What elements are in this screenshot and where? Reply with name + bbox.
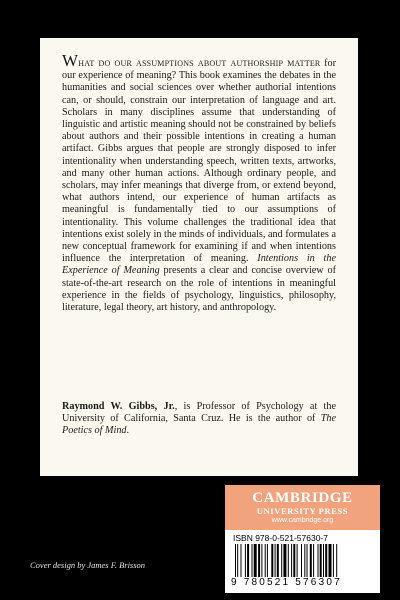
publisher-name: CAMBRIDGE [252,490,353,506]
barcode-icon [233,544,373,577]
author-bio [62,401,336,438]
publisher-logo [225,485,380,530]
description-text-2: presents a clear and concise overview of state-of-the-art research on the role of intentions in meaningful experience in the fields of psychology, linguistics, philosophy, literature, legal theory, art history, and anthropology. [62,265,337,314]
lead-small-caps: hat do our assumptions about authorship matter [78,57,321,69]
description-book-title: Intentions in the Experience of Meaning [62,253,336,277]
author-name: Raymond W. Gibbs, Jr. [62,401,175,412]
isbn-barcode-box [225,530,380,593]
drop-initial: W [62,51,79,70]
publisher-subtitle: UNIVERSITY PRESS [256,506,349,516]
isbn-label: ISBN 978-0-521-57630-7 [233,533,328,543]
bio-text: , is Professor of Psychology at the University of California, Santa Cruz. He is the author of [62,401,336,425]
back-cover-panel [40,38,358,476]
barcode-digits: 9 780521 576307 [231,577,342,588]
bio-book-title: The Poetics of Mind [62,413,336,437]
cover-design-credit: Cover design by James F. Brisson [30,560,146,570]
publisher-url: www.cambridge.org [271,517,334,524]
book-description [62,51,337,314]
description-text-1: for our experience of meaning? This book examines the debates in the humanities and social sciences over whether authorial intentions can, or should, constrain our interpretation of language and art. Scholars in many disciplines assume that understanding of linguistic and artistic meaning should not be constrained by beliefs about authors and their possible intentions in creating a human artifact. Gibbs argues that people are strongly disposed to infer intentionality when understanding speech, written texts, artworks, and many other human actions. Although ordinary people, and scholars, may infer meanings that diverge from, or extend beyond, what authors intend, our experience of human artifacts as meaningful is fundamentally tied to our assumptions of intentionality. This volume challenges the traditional idea that intentions exist solely in the minds of individuals, and formulates a new conceptual framework for examining if and when intentions influence the interpretation of meaning. [62,58,336,265]
description-lead [62,51,321,70]
bio-end: . [126,425,130,437]
